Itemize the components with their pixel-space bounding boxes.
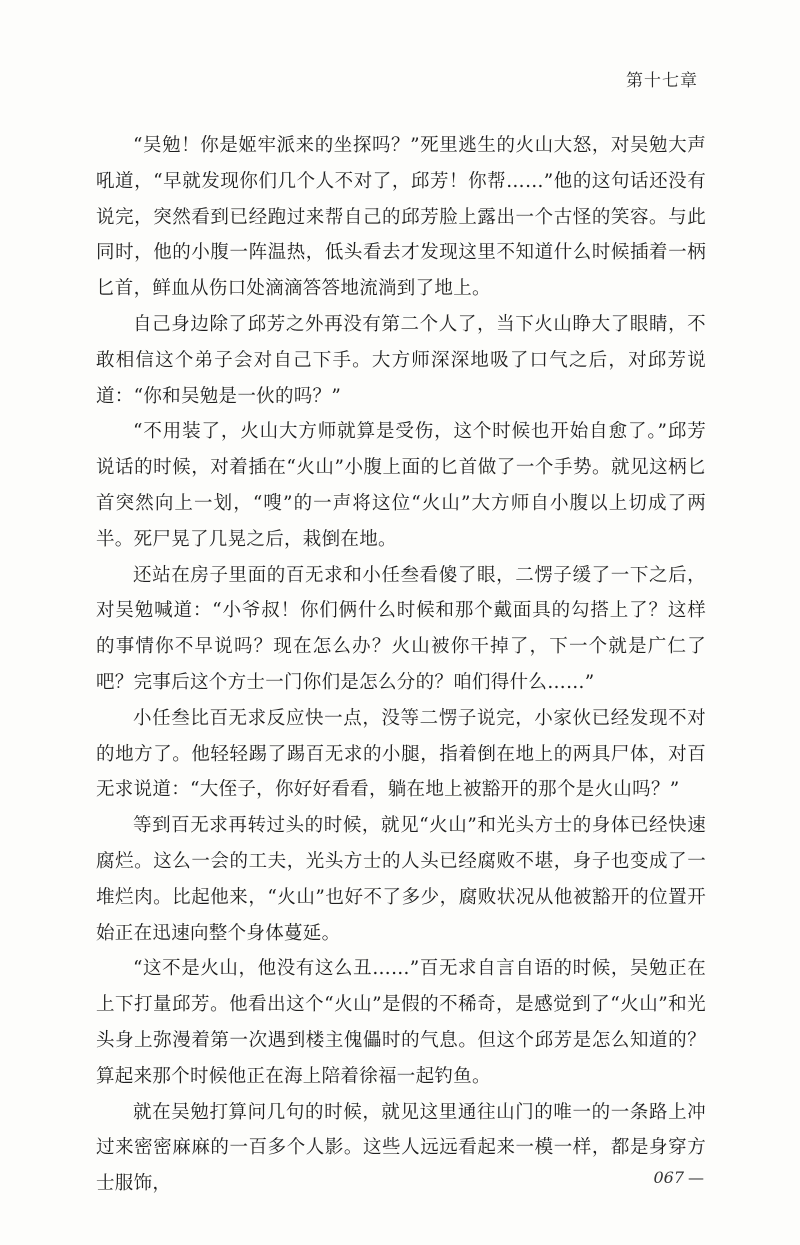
paragraph: 还站在房子里面的百无求和小任叁看傻了眼，二愣子缓了一下之后，对吴勉喊道：“小爷叔！你们俩什么时候和那个戴面具的勾搭上了？这样的事情你不早说吗？现在怎么办？火山被你干掉了，下一个就是广仁了吧？完事后这个方士一门你们是怎么分的？咱们得什么……”: [96, 564, 706, 693]
page-number-dash: —: [688, 1168, 704, 1187]
paragraph: 就在吴勉打算问几句的时候，就见这里通往山门的唯一的一条路上冲过来密密麻麻的一百多个人影。这些人远远看起来一模一样，都是身穿方士服饰，: [96, 1101, 706, 1195]
paragraph: “不用装了，火山大方师就算是受伤，这个时候也开始自愈了。”邱芳说话的时候，对着插在“火山”小腹上面的匕首做了一个手势。就见这柄匕首突然向上一划，“嗖”的一声将这位“火山”大方师自小腹以上切成了两半。死尸晃了几晃之后，栽倒在地。: [96, 421, 706, 550]
running-header-chapter: 第十七章: [626, 71, 698, 91]
page-number-value: 067: [653, 1168, 684, 1187]
page-number: [653, 1168, 704, 1187]
paragraph: 等到百无求再转过头的时候，就见“火山”和光头方士的身体已经快速腐烂。这么一会的工夫，光头方士的人头已经腐败不堪，身子也变成了一堆烂肉。比起他来，“火山”也好不了多少，腐败状况从他被豁开的位置开始正在迅速向整个身体蔓延。: [96, 815, 706, 944]
paragraph: “这不是火山，他没有这么丑……”百无求自言自语的时候，吴勉正在上下打量邱芳。他看出这个“火山”是假的不稀奇，是感觉到了“火山”和光头身上弥漫着第一次遇到楼主傀儡时的气息。但这个邱芳是怎么知道的？算起来那个时候他正在海上陪着徐福一起钓鱼。: [96, 958, 706, 1087]
paragraph: 自己身边除了邱芳之外再没有第二个人了，当下火山睁大了眼睛，不敢相信这个弟子会对自己下手。大方师深深地吸了口气之后，对邱芳说道：“你和吴勉是一伙的吗？”: [96, 313, 706, 407]
body-text: [96, 128, 706, 1202]
paragraph: “吴勉！你是姬牢派来的坐探吗？”死里逃生的火山大怒，对吴勉大声吼道，“早就发现你们几个人不对了，邱芳！你帮……”他的这句话还没有说完，突然看到已经跑过来帮自己的邱芳脸上露出一个古怪的笑容。与此同时，他的小腹一阵温热，低头看去才发现这里不知道什么时候插着一柄匕首，鲜血从伤口处滴滴答答地流淌到了地上。: [96, 135, 706, 300]
paragraph: 小任叁比百无求反应快一点，没等二愣子说完，小家伙已经发现不对的地方了。他轻轻踢了踢百无求的小腿，指着倒在地上的两具尸体，对百无求说道：“大侄子，你好好看看，躺在地上被豁开的那个是火山吗？”: [96, 707, 706, 801]
